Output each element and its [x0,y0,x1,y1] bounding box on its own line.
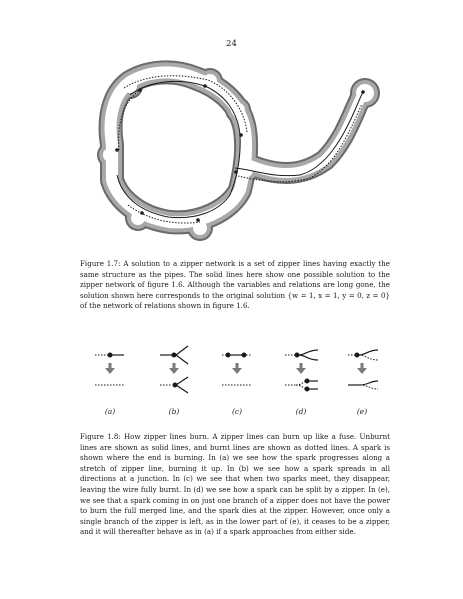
page-number: 24 [226,39,237,49]
down-arrow-icon-a [105,363,115,374]
figure-1-8-caption: Figure 1.8: How zipper lines burn. A zipper lines can burn up like a fuse. Unburnt lines are shown as solid lines, and burnt lines are shown as dotted lines. A spark is shown where the end is burning. In (a) we see how the spark progresses along a stretch of zipper line, burning it up. In (b) we see how a spark spreads in all directions at a junction. In (c) we see that when two sparks meet, they disappear, leaving the wire fully burnt. In (d) we see how a spark can be split by a zipper. In (e), we see that a spark coming in on just one branch of a zipper does not have the power to burn the full merged line, and the spark dies at the zipper. However, once only a single branch of the zipper is left, as in the lower part of (e), it ceases to be a zipper, and it will thereafter behave as in (a) if a spark approaches from either side. [80,432,390,537]
panel-label-e: (e) [356,407,368,416]
down-arrow-icon-c [232,363,242,374]
down-arrow-icon-e [357,363,367,374]
down-arrow-icon-b [169,363,179,374]
down-arrow-icons [105,363,367,374]
down-arrow-icon-d [296,363,306,374]
panel-label-d: (d) [295,407,307,416]
figure-1-7-caption: Figure 1.7: A solution to a zipper network is a set of zipper lines having exactly the same structure as the pipes. The solid lines here show one possible solution to the zipper network of figure 1.6. Although the variables and relations are long gone, the solution shown here corresponds to the original solution {w = 1, x = 1, y = 0, z = 0} of the network of relations shown in figure 1.6. [80,259,390,311]
panel-label-c: (c) [231,407,243,416]
panel-label-b: (b) [168,407,180,416]
panel-label-a: (a) [104,407,116,416]
